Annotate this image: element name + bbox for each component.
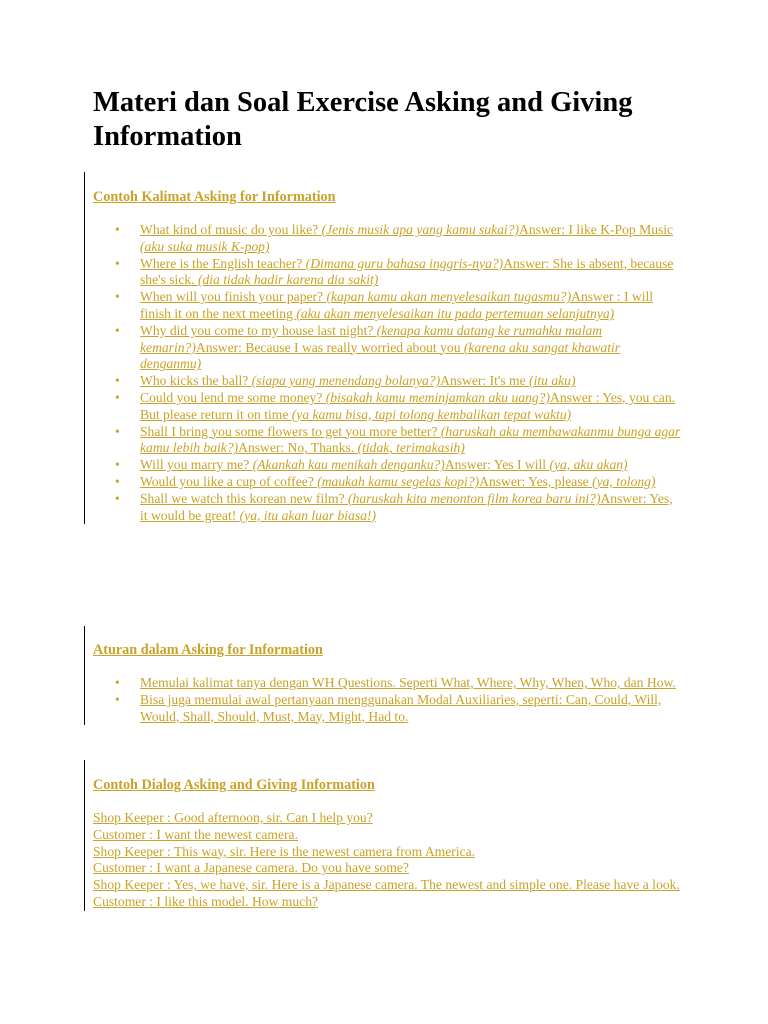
bullet-icon: •: [115, 490, 120, 506]
item-question-translation: (kapan kamu akan menyelesaikan tugasmu?): [326, 289, 572, 305]
page-title: Materi dan Soal Exercise Asking and Giving Information: [93, 87, 633, 152]
bullet-icon: •: [115, 322, 120, 338]
example-list: [93, 222, 693, 524]
item-answer: Answer: No, Thanks.: [238, 440, 358, 456]
item-question: Bisa juga memulai awal pertanyaan menggunakan Modal Auxiliaries, seperti: Can, Could, Will, Would, Shall, Should, Must, May, Might, Had to.: [140, 691, 662, 724]
list-item[interactable]: [93, 256, 693, 290]
bullet-icon: •: [115, 675, 120, 690]
item-answer-translation: (itu aku): [529, 373, 576, 389]
rules-list: [93, 675, 693, 725]
item-answer-translation: (ya, aku akan): [549, 457, 628, 473]
list-item[interactable]: [93, 692, 693, 726]
item-question: Who kicks the ball?: [140, 373, 252, 389]
item-question-translation: (Akankah kau menikah denganku?): [252, 457, 445, 473]
section-examples: [84, 172, 693, 524]
bullet-icon: •: [115, 289, 120, 305]
list-item[interactable]: [93, 289, 693, 323]
bullet-icon: •: [115, 691, 120, 707]
item-answer: Answer: It's me: [440, 373, 530, 389]
list-item[interactable]: [93, 373, 693, 390]
item-question: What kind of music do you like?: [140, 222, 322, 237]
bullet-icon: •: [115, 373, 120, 389]
item-question: Shall we watch this korean new film?: [140, 490, 349, 506]
bullet-icon: •: [115, 255, 120, 271]
section-dialog: [84, 760, 693, 911]
dialog-line[interactable]: Shop Keeper : This way, sir. Here is the newest camera from America.: [93, 843, 476, 859]
list-item[interactable]: [93, 457, 693, 474]
section-heading[interactable]: Contoh Dialog Asking and Giving Information: [93, 777, 375, 793]
item-question: When will you finish your paper?: [140, 289, 327, 305]
item-question-translation: (haruskah aku membawakanmu bunga agar kamu lebih baik?): [140, 423, 681, 456]
item-answer: Answer : I will finish it on the next meeting: [140, 289, 654, 321]
item-answer-translation: (tidak, terimakasih): [357, 440, 465, 456]
item-question: Memulai kalimat tanya dengan WH Questions. Seperti What, Where, Why, When, Who, dan How.: [140, 675, 676, 690]
item-answer: Answer: I like K-Pop Music: [519, 222, 674, 237]
item-answer-translation: (aku suka musik K-pop): [140, 238, 270, 254]
item-answer: Answer: Yes, it would be great!: [140, 490, 673, 523]
bullet-icon: •: [115, 222, 120, 237]
item-answer: Answer: Yes, please: [479, 473, 593, 489]
item-question-translation: (maukah kamu segelas kopi?): [317, 473, 480, 489]
item-answer-translation: (dia tidak hadir karena dia sakit): [197, 272, 379, 288]
bullet-icon: •: [115, 423, 120, 439]
item-answer: Answer: She is absent, because she's sick.: [140, 255, 674, 288]
item-answer-translation: (ya, tolong): [592, 473, 656, 489]
section-heading[interactable]: Aturan dalam Asking for Information: [93, 642, 323, 658]
list-item[interactable]: [93, 474, 693, 491]
item-question-translation: (siapa yang menendang bolanya?): [251, 373, 441, 389]
item-question: Why did you come to my house last night?: [140, 322, 377, 338]
item-question: Where is the English teacher?: [140, 255, 306, 271]
bullet-icon: •: [115, 389, 120, 405]
bullet-icon: •: [115, 457, 120, 473]
list-item[interactable]: [93, 323, 693, 373]
list-item[interactable]: [93, 390, 693, 424]
section-heading[interactable]: Contoh Kalimat Asking for Information: [93, 189, 336, 205]
dialog-line[interactable]: Customer : I want a Japanese camera. Do you have some?: [93, 860, 409, 876]
list-item[interactable]: [93, 675, 693, 692]
item-answer: Answer : Yes, you can. But please return it on time: [140, 389, 676, 422]
dialog-line[interactable]: Shop Keeper : Yes, we have, sir. Here is a Japanese camera. The newest and simple one. Please have a look.: [93, 877, 680, 893]
list-item[interactable]: [93, 424, 693, 458]
item-answer-translation: (aku akan menyelesaikan itu pada pertemuan selanjutnya): [296, 305, 615, 321]
item-question: Will you marry me?: [140, 457, 253, 473]
item-answer: Answer: Because I was really worried about you: [195, 339, 464, 355]
item-answer-translation: (ya, itu akan luar biasa!): [239, 507, 376, 523]
dialog-line[interactable]: Shop Keeper : Good afternoon, sir. Can I help you?: [93, 810, 373, 825]
item-answer: Answer: Yes I will: [444, 457, 550, 473]
dialog-line[interactable]: Customer : I like this model. How much?: [93, 893, 319, 909]
item-answer-translation: (karena aku sangat khawatir denganmu): [140, 339, 621, 372]
dialog-line[interactable]: Customer : I want the newest camera.: [93, 826, 298, 842]
item-question-translation: (Dimana guru bahasa inggris-nya?): [305, 255, 504, 271]
list-item[interactable]: [93, 491, 693, 525]
item-question: Shall I bring you some flowers to get you more better?: [140, 423, 441, 439]
item-question: Could you lend me some money?: [140, 389, 326, 405]
item-question-translation: (bisakah kamu meminjamkan aku uang?): [325, 389, 551, 405]
item-question-translation: (kenapa kamu datang ke rumahku malam kemarin?): [140, 322, 603, 355]
item-question: Would you like a cup of coffee?: [140, 473, 318, 489]
dialog-lines: [93, 810, 693, 911]
item-question-translation: (Jenis musik apa yang kamu sukai?): [321, 222, 520, 237]
item-answer-translation: (ya kamu bisa, tapi tolong kembalikan tepat waktu): [291, 406, 572, 422]
bullet-icon: •: [115, 473, 120, 489]
section-rules: [84, 626, 693, 725]
list-item[interactable]: [93, 222, 693, 256]
item-question-translation: (haruskah kita menonton film korea baru ini?): [348, 490, 601, 506]
